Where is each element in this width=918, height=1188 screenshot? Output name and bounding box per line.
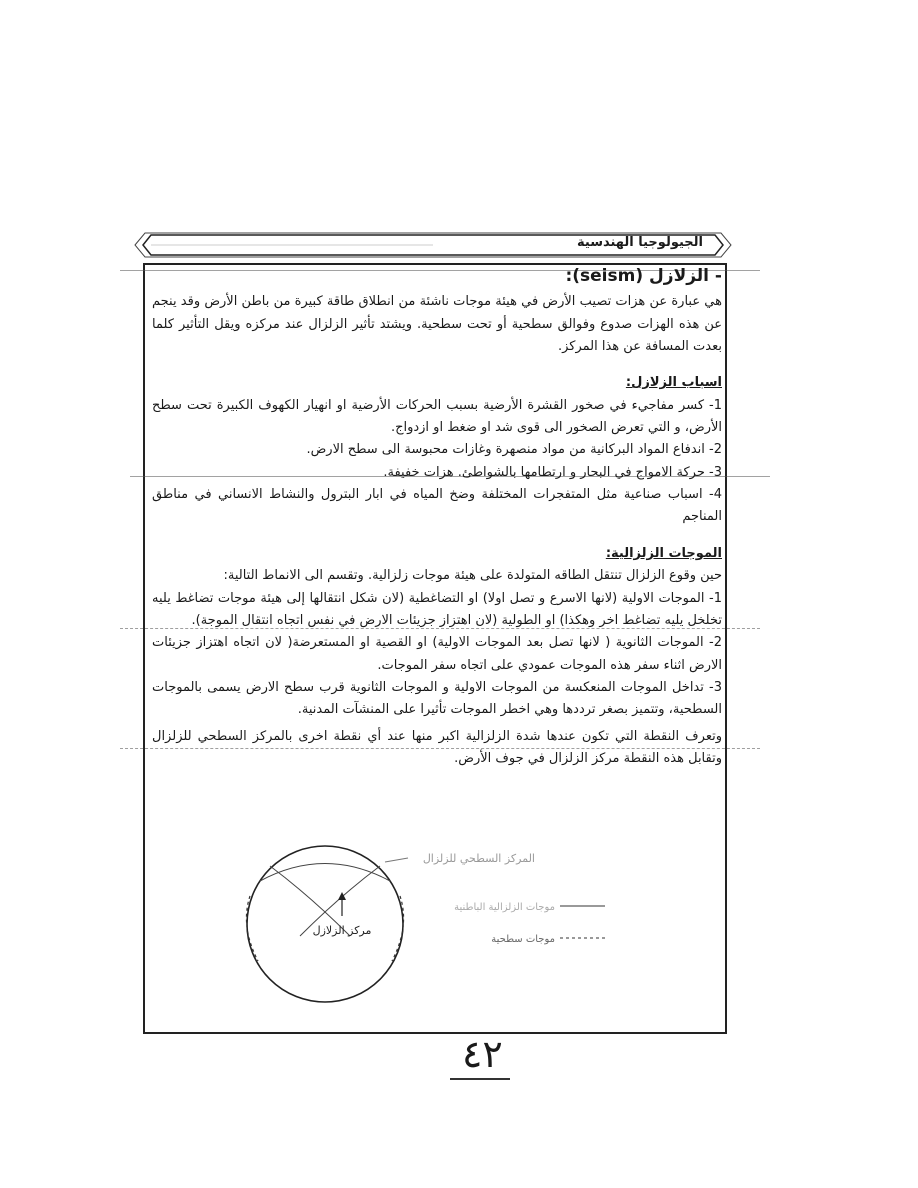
epicenter-label: المركز السطحي للزلزال [422,852,535,865]
waves-heading: الموجات الزلزالية: [605,545,722,561]
intro-paragraph: هي عبارة عن هزات تصيب الأرض في هيئة موجات ناشئة من انطلاق طاقة كبيرة من باطن الأرض وقد ينجم عن هذه الهزات صدوع وفوالق سطحية أو تحت سطحية. ويشتد تأثير الزلزال عند مركزه ويقل التأثير كلما بعدت المسافة عن هذا المركز. [152,294,722,354]
body-wave-arc [260,864,390,882]
cause-item: 3- حركة الامواج في البحار و ارتطامها بالشواطئ. هزات خفيفة. [383,464,722,480]
page-number-underline [450,1078,510,1080]
page-number: ٤٢ [462,1032,503,1076]
header-band [133,232,733,258]
document-body [152,262,722,770]
epicenter-pointer [385,858,408,862]
causes-heading: اسباب الزلازل: [625,375,722,391]
focus-label: مركز الزلازل [312,924,372,937]
section-title: - الزلازل (seism): [565,266,722,286]
header-title: الجيولوجيا الهندسية [577,235,703,250]
cause-item: 4- اسباب صناعية مثل المتفجرات المختلفة وضخ المياه في ابار البترول والنشاط الانساني في مناطق المناجم [152,487,722,525]
arrow-head-icon [338,892,346,900]
legend-body-label: موجات الزلزالية الباطنية [454,902,555,913]
legend-surface-label: موجات سطحية [491,934,555,945]
waves-closing: وتعرف النقطة التي تكون عندها شدة الزلزالية اكبر منها عند أي نقطة اخرى بالمركز السطحي للزلزال وتقابل هذه النقطة مركز الزلزال في جوف الأرض. [152,728,722,767]
wave-item: 1- الموجات الاولية (لانها الاسرع و تصل اولا) او التضاغطية (لان شكل انتقالها إلى هيئة موجات تضاغط يليه تخلخل يليه تضاغط اخر وهكذا) او الطولية (لان اهتزاز جزيئات الارض في نفس اتجاه انتقال الموجة). [152,590,722,628]
wave-item: 3- تداخل الموجات المنعكسة من الموجات الاولية و الموجات الثانوية قرب سطح الارض يسمى بالموجات السطحية، وتتميز بصغر ترددها وهي اخطر الموجات تأثيرا على المنشآت المدنية. [152,679,722,718]
cause-item: 1- كسر مفاجيء في صخور القشرة الأرضية بسبب الحركات الأرضية او انهيار الكهوف الكبيرة تحت سطح الأرض، و التي تعرض الصخور الى قوى شد او ضغط او ازدواج. [152,397,722,436]
wave-item: 2- الموجات الثانوية ( لانها تصل بعد الموجات الاولية) او القصية او المستعرضة( لان اتجاه اهتزاز جزيئات الارض اثناء سفر هذه الموجات عمودي على اتجاه سفر الموجات. [152,635,722,673]
waves-intro: حين وقوع الزلزال تنتقل الطاقه المتولدة على هيئة موجات زلزالية. وتقسم الى الانماط التالية: [223,568,722,584]
earthquake-diagram [230,836,630,1006]
cause-item: 2- اندفاع المواد البركانية من مواد منصهرة وغازات محبوسة الى سطح الارض. [306,442,722,458]
